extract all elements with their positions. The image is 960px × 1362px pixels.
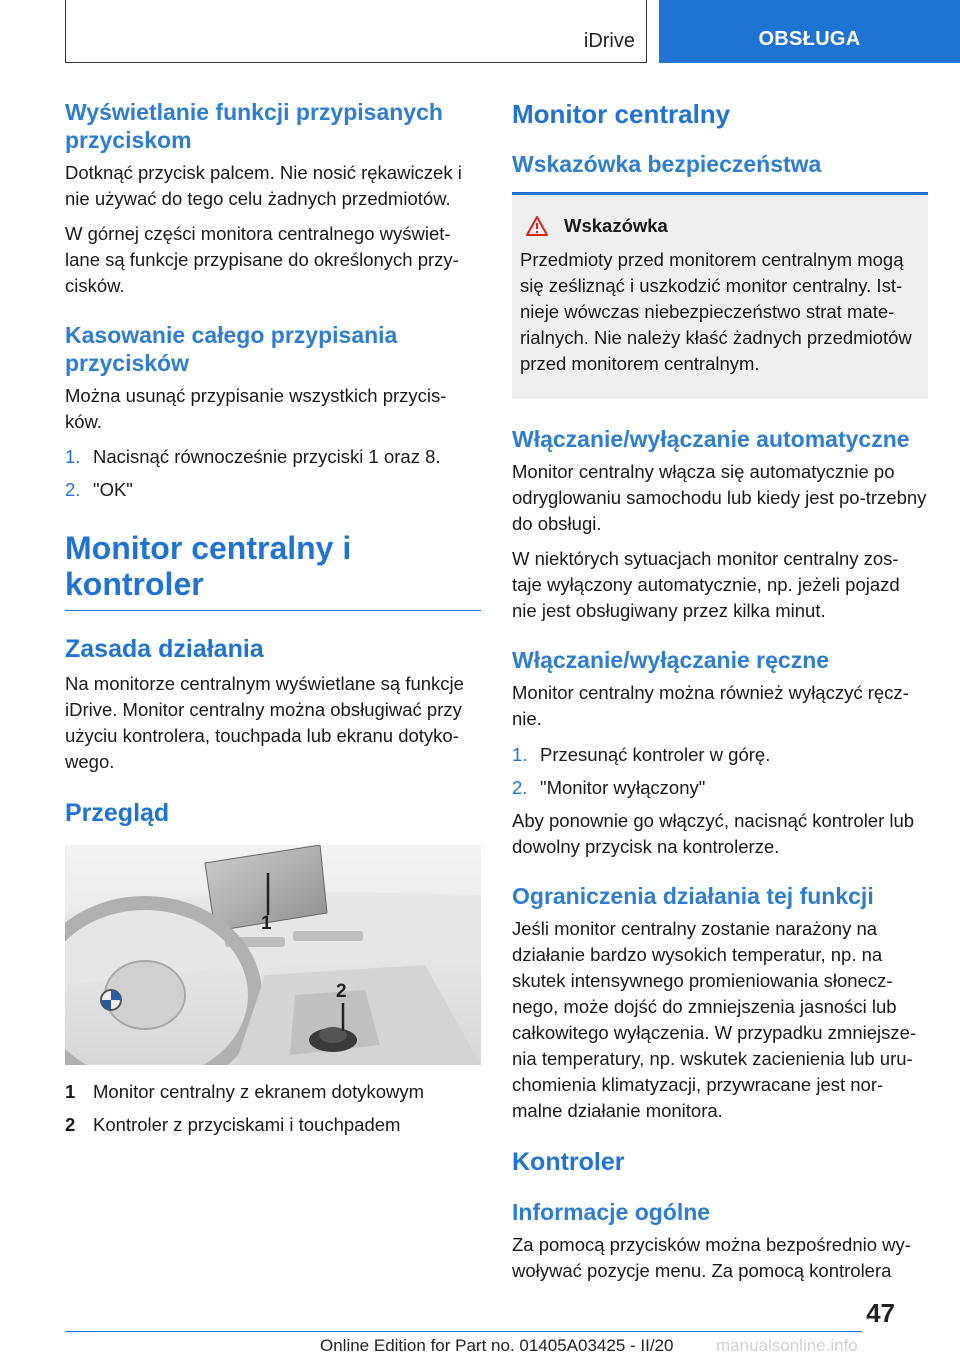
heading-limits: Ograniczenia działania tej funkcji <box>512 883 874 909</box>
paragraph: Na monitorze centralnym wyświetlane są funkcje iDrive. Monitor centralny można obsługiwać przy użyciu kontrolera, touchpada lub ekranu dotyko‐wego. <box>65 673 464 772</box>
callout-1: 1 <box>261 913 272 934</box>
cockpit-illustration <box>65 845 481 1065</box>
legend-number: 1 <box>65 1081 76 1102</box>
right-column <box>512 98 928 1284</box>
step-text: Przesunąć kontroler w górę. <box>540 744 771 765</box>
list-item <box>512 775 928 801</box>
step-text: "Monitor wyłączony" <box>540 777 706 798</box>
figure-legend <box>65 1079 481 1138</box>
paragraph: Aby ponownie go włączyć, nacisnąć kontroler lub dowolny przycisk na kontrolerze. <box>512 810 915 857</box>
footer-rule <box>65 1331 862 1332</box>
footer-watermark: manualsonline.info <box>716 1336 858 1355</box>
step-number: 1. <box>512 744 528 765</box>
header-tab: OBSŁUGA <box>659 0 960 63</box>
paragraph: Monitor centralny można również wyłączyć ręcz‐nie. <box>512 682 909 729</box>
page-number: 47 <box>866 1298 895 1328</box>
heading-controller: Kontroler <box>512 1148 625 1176</box>
heading-general-info: Informacje ogólne <box>512 1199 711 1225</box>
heading-overview: Przegląd <box>65 799 170 827</box>
step-number: 1. <box>65 446 81 467</box>
paragraph: W górnej części monitora centralnego wyświet‐lane są funkcje przypisane do określonych przy‐cisków. <box>65 223 459 296</box>
note-text: Przedmioty przed monitorem centralnym mogą się ześliznąć i uszkodzić monitor centralny. Ist‐nieje wówczas niebezpieczeństwo strat mate‐rialnych. Nie należy kłaść żadnych przedmiotów przed monitorem centralnym. <box>520 249 912 374</box>
header-box <box>65 0 647 63</box>
left-column <box>65 98 481 1138</box>
steps-list <box>512 742 928 801</box>
legend-text: Kontroler z przyciskami i touchpadem <box>93 1114 401 1135</box>
steps-list <box>65 444 481 503</box>
legend-item <box>65 1079 481 1105</box>
note-title-row <box>520 213 918 239</box>
callout-2: 2 <box>336 981 347 1002</box>
list-item <box>65 477 481 503</box>
warning-triangle-icon <box>526 216 548 236</box>
step-text: "OK" <box>93 479 133 500</box>
heading-auto-onoff: Włączanie/wyłączanie automatyczne <box>512 426 910 452</box>
heading-manual-onoff: Włączanie/wyłączanie ręczne <box>512 647 830 673</box>
legend-item <box>65 1112 481 1138</box>
legend-number: 2 <box>65 1114 76 1135</box>
paragraph: Za pomocą przycisków można bezpośrednio wy‐woływać pozycje menu. Za pomocą kontrolera <box>512 1234 911 1281</box>
list-item <box>512 742 928 768</box>
cockpit-figure <box>65 845 481 1065</box>
list-item <box>65 444 481 470</box>
paragraph: Monitor centralny włącza się automatycznie po odryglowaniu samochodu lub kiedy jest po‐trzebny do obsługi. <box>512 461 927 534</box>
heading-principle: Zasada działania <box>65 635 264 663</box>
footer-edition: Online Edition for Part no. 01405A03425 - II/20 <box>320 1336 674 1355</box>
paragraph: Dotknąć przycisk palcem. Nie nosić rękawiczek i nie używać do tego celu żadnych przedmiotów. <box>65 162 462 209</box>
heading-monitor: Monitor centralny <box>512 99 731 129</box>
step-number: 2. <box>65 479 81 500</box>
heading-monitor-controller: Monitor centralny i kontroler <box>65 530 352 602</box>
note-title: Wskazówka <box>564 215 668 236</box>
step-number: 2. <box>512 777 528 798</box>
paragraph: Można usunąć przypisanie wszystkich przycis‐ków. <box>65 385 447 432</box>
step-text: Nacisnąć równocześnie przyciski 1 oraz 8. <box>93 446 441 467</box>
heading-delete-assignment: Kasowanie całego przypisania przycisków <box>65 322 398 376</box>
paragraph: W niektórych sytuacjach monitor centralny zos‐taje wyłączony automatycznie, np. jeżeli pojazd nie jest obsługiwany przez kilka minut. <box>512 548 900 621</box>
header-section: iDrive <box>583 30 635 52</box>
heading-safety: Wskazówka bezpieczeństwa <box>512 151 822 177</box>
heading-display-functions: Wyświetlanie funkcji przypisanych przyciskom <box>65 99 443 153</box>
paragraph: Jeśli monitor centralny zostanie narażony na działanie bardzo wysokich temperatur, np. na skutek intensywnego promieniowania słonecz‐nego, może dojść do zmniejszenia jasności lub całkowitego wyłączenia. W przypadku zmniejsze‐nia temperatury, np. wskutek zacienienia lub uru‐chomienia klimatyzacji, przywracane jest nor‐malne działanie monitora. <box>512 918 917 1121</box>
warning-note <box>512 195 928 399</box>
legend-text: Monitor centralny z ekranem dotykowym <box>93 1081 425 1102</box>
section-rule <box>65 610 481 611</box>
